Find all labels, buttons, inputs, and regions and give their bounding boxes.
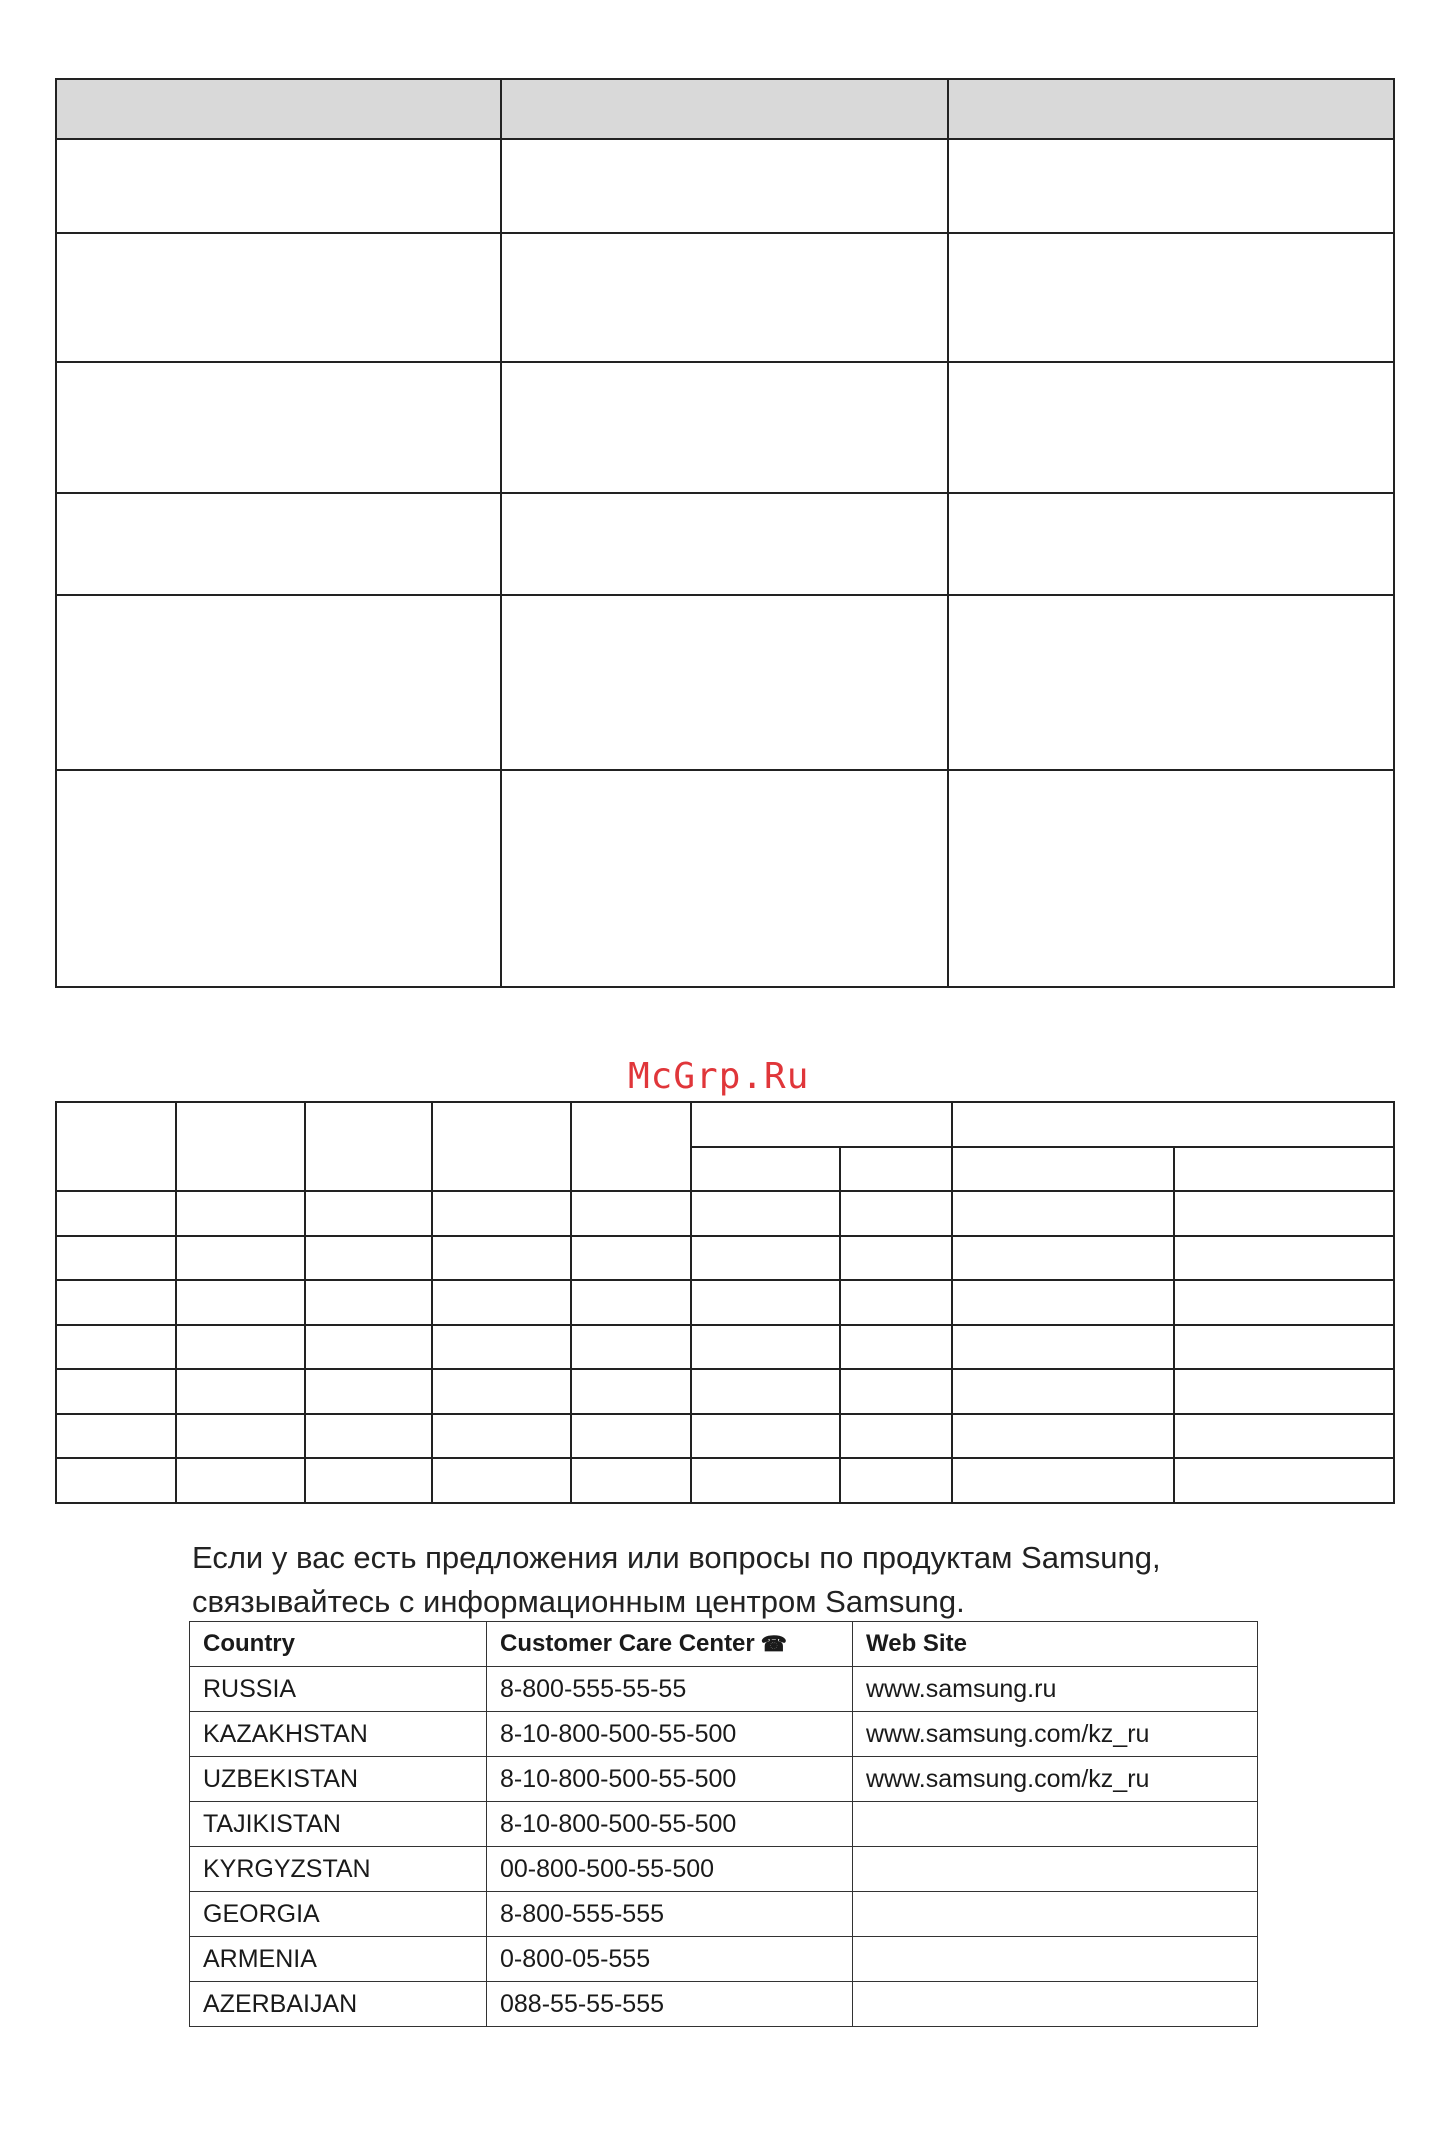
web-cell	[853, 1892, 1258, 1937]
web-site-header: Web Site	[853, 1622, 1258, 1667]
contact-intro-line-1: Если у вас есть предложения или вопросы по продуктам Samsung,	[192, 1540, 1161, 1575]
phone-cell: 8-10-800-500-55-500	[487, 1757, 853, 1802]
web-cell	[853, 1847, 1258, 1892]
service-cell	[691, 1280, 840, 1325]
phone-cell: 8-800-555-555	[487, 1892, 853, 1937]
contact-row	[190, 1937, 1258, 1982]
service-cell	[56, 1369, 176, 1414]
contact-row	[190, 1712, 1258, 1757]
service-cell	[1174, 1236, 1394, 1281]
warranty-cell	[948, 595, 1394, 770]
care-center-header-label: Customer Care Center	[500, 1630, 755, 1657]
phone-cell: 088-55-55-555	[487, 1982, 853, 2027]
warranty-cell	[56, 493, 501, 595]
phone-cell: 8-10-800-500-55-500	[487, 1712, 853, 1757]
contact-row	[190, 1667, 1258, 1712]
service-subheader-cell	[1174, 1147, 1394, 1192]
service-cell	[56, 1191, 176, 1236]
warranty-header-cell	[948, 79, 1394, 139]
service-cell	[432, 1458, 571, 1503]
service-header-group	[691, 1102, 952, 1147]
service-header-cell	[571, 1102, 691, 1191]
service-cell	[571, 1414, 691, 1459]
service-cell	[952, 1280, 1174, 1325]
contact-header-row	[190, 1622, 1258, 1667]
service-cell	[840, 1280, 952, 1325]
country-cell: AZERBAIJAN	[190, 1982, 487, 2027]
service-cell	[571, 1458, 691, 1503]
warranty-cell	[501, 595, 948, 770]
warranty-cell	[56, 770, 501, 987]
warranty-cell	[501, 770, 948, 987]
service-cell	[840, 1191, 952, 1236]
service-cell	[691, 1325, 840, 1370]
phone-cell: 8-10-800-500-55-500	[487, 1802, 853, 1847]
warranty-cell	[948, 493, 1394, 595]
service-cell	[432, 1280, 571, 1325]
service-cell	[1174, 1414, 1394, 1459]
service-cell	[56, 1325, 176, 1370]
warranty-table	[55, 78, 1395, 988]
service-cell	[432, 1414, 571, 1459]
service-cell	[952, 1369, 1174, 1414]
service-cell	[571, 1280, 691, 1325]
service-cell	[305, 1280, 432, 1325]
service-cell	[176, 1369, 305, 1414]
service-cell	[56, 1458, 176, 1503]
service-cell	[1174, 1369, 1394, 1414]
service-cell	[305, 1236, 432, 1281]
warranty-cell	[501, 362, 948, 493]
service-cell	[176, 1236, 305, 1281]
service-cell	[840, 1236, 952, 1281]
service-cell	[571, 1325, 691, 1370]
service-cell	[840, 1414, 952, 1459]
warranty-cell	[56, 139, 501, 233]
warranty-header-cell	[501, 79, 948, 139]
service-cell	[305, 1325, 432, 1370]
contact-row	[190, 1982, 1258, 2027]
service-cell	[952, 1325, 1174, 1370]
contact-row	[190, 1892, 1258, 1937]
service-cell	[432, 1325, 571, 1370]
country-cell: KYRGYZSTAN	[190, 1847, 487, 1892]
service-cell	[305, 1369, 432, 1414]
service-cell	[952, 1414, 1174, 1459]
service-header-cell	[176, 1102, 305, 1191]
service-cell	[840, 1369, 952, 1414]
service-cell	[1174, 1280, 1394, 1325]
warranty-cell	[56, 595, 501, 770]
service-cell	[1174, 1458, 1394, 1503]
contact-table	[189, 1621, 1258, 2027]
service-header-cell	[432, 1102, 571, 1191]
contact-row	[190, 1757, 1258, 1802]
service-cell	[691, 1414, 840, 1459]
service-cell	[56, 1236, 176, 1281]
service-cell	[691, 1191, 840, 1236]
web-cell	[853, 1937, 1258, 1982]
phone-icon: ☎	[760, 1633, 787, 1656]
service-cell	[305, 1458, 432, 1503]
service-cell	[691, 1458, 840, 1503]
warranty-cell	[501, 233, 948, 362]
service-cell	[952, 1458, 1174, 1503]
service-subheader-cell	[691, 1147, 840, 1192]
country-cell: RUSSIA	[190, 1667, 487, 1712]
service-cell	[1174, 1191, 1394, 1236]
web-cell	[853, 1982, 1258, 2027]
contact-intro-line-2: связывайтесь с информационным центром Samsung.	[192, 1584, 965, 1619]
web-cell: www.samsung.com/kz_ru	[853, 1757, 1258, 1802]
service-cell	[691, 1236, 840, 1281]
warranty-cell	[948, 362, 1394, 493]
warranty-cell	[56, 233, 501, 362]
country-cell: ARMENIA	[190, 1937, 487, 1982]
service-cell	[432, 1369, 571, 1414]
service-cell	[952, 1236, 1174, 1281]
service-header-cell	[56, 1102, 176, 1191]
service-subheader-cell	[840, 1147, 952, 1192]
service-cell	[840, 1325, 952, 1370]
warranty-cell	[948, 233, 1394, 362]
phone-cell: 0-800-05-555	[487, 1937, 853, 1982]
web-cell	[853, 1802, 1258, 1847]
service-subheader-cell	[952, 1147, 1174, 1192]
care-center-header	[487, 1622, 853, 1667]
service-cell	[176, 1458, 305, 1503]
service-cell	[840, 1458, 952, 1503]
country-cell: UZBEKISTAN	[190, 1757, 487, 1802]
warranty-cell	[501, 493, 948, 595]
warranty-cell	[948, 139, 1394, 233]
service-cell	[176, 1414, 305, 1459]
contact-row	[190, 1847, 1258, 1892]
service-cell	[1174, 1325, 1394, 1370]
service-cell	[305, 1191, 432, 1236]
service-record-table	[55, 1101, 1395, 1504]
service-cell	[176, 1191, 305, 1236]
country-header: Country	[190, 1622, 487, 1667]
service-header-group	[952, 1102, 1394, 1147]
service-cell	[432, 1191, 571, 1236]
country-cell: KAZAKHSTAN	[190, 1712, 487, 1757]
service-cell	[952, 1191, 1174, 1236]
web-cell: www.samsung.ru	[853, 1667, 1258, 1712]
service-cell	[176, 1280, 305, 1325]
contact-intro	[192, 1536, 1292, 1624]
service-cell	[176, 1325, 305, 1370]
web-cell: www.samsung.com/kz_ru	[853, 1712, 1258, 1757]
warranty-cell	[56, 362, 501, 493]
phone-cell: 00-800-500-55-500	[487, 1847, 853, 1892]
contact-row	[190, 1802, 1258, 1847]
service-cell	[56, 1280, 176, 1325]
service-header-cell	[305, 1102, 432, 1191]
service-cell	[305, 1414, 432, 1459]
service-cell	[691, 1369, 840, 1414]
country-cell: TAJIKISTAN	[190, 1802, 487, 1847]
watermark: McGrp.Ru	[628, 1056, 810, 1097]
warranty-header-cell	[56, 79, 501, 139]
warranty-cell	[501, 139, 948, 233]
service-cell	[571, 1369, 691, 1414]
phone-cell: 8-800-555-55-55	[487, 1667, 853, 1712]
service-cell	[571, 1191, 691, 1236]
service-cell	[56, 1414, 176, 1459]
service-cell	[571, 1236, 691, 1281]
warranty-cell	[948, 770, 1394, 987]
service-cell	[432, 1236, 571, 1281]
country-cell: GEORGIA	[190, 1892, 487, 1937]
